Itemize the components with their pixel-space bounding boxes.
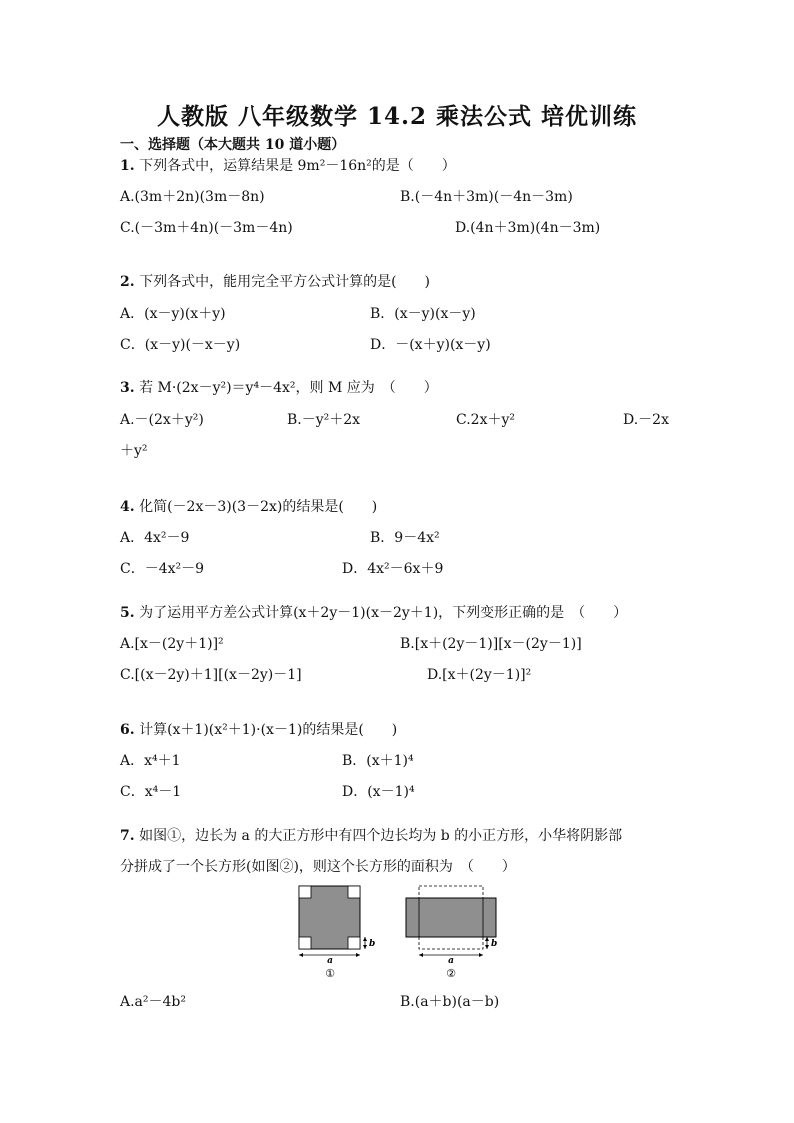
corner-square	[348, 937, 360, 949]
arrow-up-icon	[363, 937, 367, 941]
question-number: 2.	[120, 274, 135, 290]
rectangle-shaded	[406, 898, 496, 937]
arrow-left-icon	[419, 953, 423, 957]
option-b: B.[x＋(2y－1)][x－(2y－1)]	[400, 636, 582, 652]
option-a: A.(3m＋2n)(3m－8n)	[120, 189, 265, 205]
question-6	[120, 719, 397, 739]
figure-caption-1: ①	[325, 967, 335, 980]
figure-squares	[290, 880, 510, 980]
option-d: D.[x＋(2y－1)]²	[427, 667, 532, 683]
question-1	[120, 155, 456, 175]
option-c: C.(－3m＋4n)(－3m－4n)	[120, 220, 293, 236]
question-stem: 若 M·(2x－y²)＝y⁴－4x²，则 M 应为 （ ）	[134, 380, 438, 396]
label-b: b	[369, 939, 376, 949]
question-2	[120, 271, 430, 291]
arrow-right-icon	[479, 953, 483, 957]
option-d: D．4x²－6x＋9	[342, 561, 444, 577]
corner-square	[299, 937, 311, 949]
question-number: 5.	[120, 605, 135, 621]
question-4	[120, 496, 377, 516]
option-a: A.－(2x＋y²)	[120, 412, 204, 428]
option-b: B．(x－y)(x－y)	[370, 306, 476, 322]
arrow-right-icon	[356, 953, 360, 957]
corner-square	[299, 886, 311, 898]
question-5	[120, 602, 627, 622]
arrow-down-icon	[363, 945, 367, 949]
label-a: a	[448, 956, 454, 966]
arrow-down-icon	[485, 945, 489, 949]
question-number: 6.	[120, 722, 135, 738]
option-d: D.－2x	[623, 412, 669, 428]
question-stem: 下列各式中，能用完全平方公式计算的是( )	[134, 274, 430, 290]
option-b: B.(a＋b)(a－b)	[400, 994, 500, 1010]
question-number: 3.	[120, 380, 135, 396]
arrow-up-icon	[485, 937, 489, 941]
option-a: A．(x－y)(x＋y)	[120, 306, 226, 322]
option-d-continued: ＋y²	[120, 443, 148, 459]
question-number: 7.	[120, 828, 135, 844]
label-a: a	[327, 956, 333, 966]
option-d: D．－(x＋y)(x－y)	[370, 337, 491, 353]
option-c: C．(x－y)(－x－y)	[120, 337, 241, 353]
option-b: B.(－4n＋3m)(－4n－3m)	[400, 189, 573, 205]
option-b: B．9－4x²	[370, 530, 440, 546]
option-d: D．(x－1)⁴	[342, 784, 415, 800]
option-d: D.(4n＋3m)(4n－3m)	[455, 220, 601, 236]
option-c: C．－4x²－9	[120, 561, 205, 577]
page-title: 人教版 八年级数学 14.2 乘法公式 培优训练	[156, 103, 638, 130]
question-7	[120, 825, 622, 845]
corner-square	[348, 886, 360, 898]
question-stem: 计算(x＋1)(x²＋1)·(x－1)的结果是( )	[134, 722, 398, 738]
option-a: A．4x²－9	[120, 530, 190, 546]
option-c: C．x⁴－1	[120, 784, 182, 800]
option-a: A．x⁴＋1	[120, 753, 181, 769]
question-7-stem-continued: 分拼成了一个长方形(如图②)，则这个长方形的面积为 （ ）	[120, 859, 516, 875]
label-b: b	[491, 939, 498, 949]
question-stem: 如图①，边长为 a 的大正方形中有四个边长均为 b 的小正方形，小华将阴影部	[134, 828, 623, 844]
option-b: B.－y²＋2x	[287, 412, 361, 428]
question-number: 4.	[120, 499, 135, 515]
option-c: C.2x＋y²	[456, 412, 515, 428]
figure-caption-2: ②	[446, 967, 456, 980]
option-c: C.[(x－2y)＋1][(x－2y)－1]	[120, 667, 302, 683]
option-b: B．(x＋1)⁴	[342, 753, 414, 769]
option-a: A.a²－4b²	[120, 994, 187, 1010]
arrow-left-icon	[299, 953, 303, 957]
question-stem: 为了运用平方差公式计算(x＋2y－1)(x－2y＋1)，下列变形正确的是 （ ）	[134, 605, 628, 621]
question-stem: 下列各式中，运算结果是 9m²－16n²的是（ ）	[134, 158, 456, 174]
section-heading: 一、选择题（本大题共 10 道小题）	[120, 137, 346, 153]
shaded-region-horizontal	[299, 898, 360, 937]
question-3	[120, 377, 438, 397]
option-a: A.[x－(2y＋1)]²	[120, 636, 224, 652]
question-number: 1.	[120, 158, 135, 174]
figure-2	[406, 886, 497, 980]
question-stem: 化简(－2x－3)(3－2x)的结果是( )	[134, 499, 378, 515]
figure-1	[299, 886, 375, 980]
